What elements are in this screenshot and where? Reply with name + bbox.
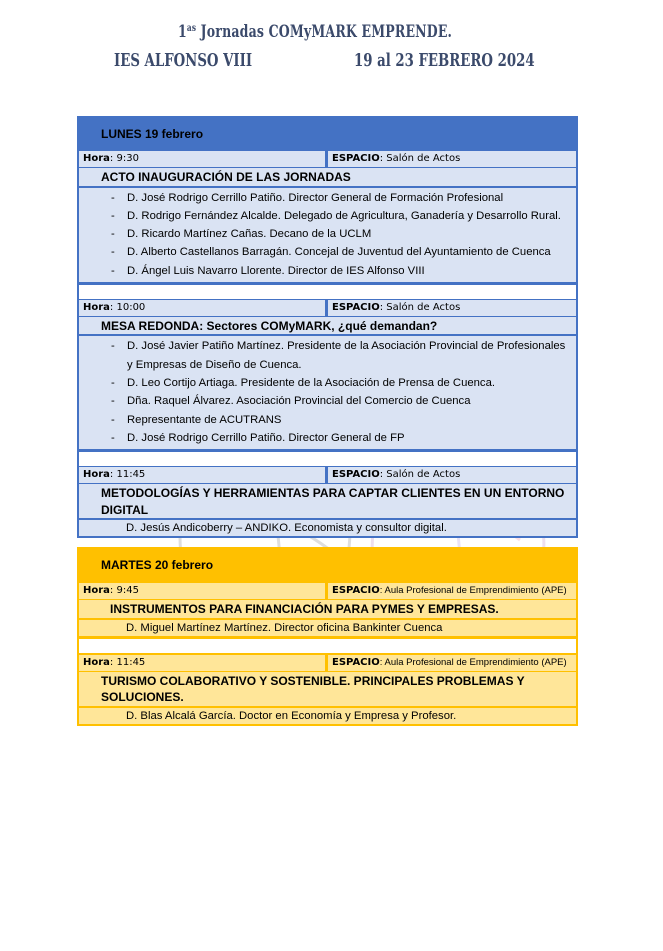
title-ordinal: 1 [178,22,187,42]
event-location [328,583,576,599]
time-value: : 11:45 [109,656,146,668]
list-item [111,429,572,447]
bullet-dash: - [111,191,115,204]
list-item [111,374,572,392]
list-item [111,189,572,207]
list-item [111,262,572,280]
list-item [111,337,572,374]
speaker: D. Rodrigo Fernández Alcalde. Delegado de Agricultura, Ganadería y Desarrollo Rural. [127,209,561,222]
speaker: D. Leo Cortijo Artiaga. Presidente de la Asociación de Prensa de Cuenca. [127,377,495,390]
list-item [111,207,572,225]
time-label: Hora [83,153,110,164]
time-label: Hora [83,469,110,481]
event-time [79,583,325,599]
event-location [328,300,576,316]
bullet-dash: - [111,264,115,277]
list-item [111,243,572,261]
event-title: MESA REDONDA: Sectores COMyMARK, ¿qué demandan? [79,317,576,335]
location-value: : Salón de Actos [379,301,461,313]
location-label: ESPACIO [332,585,380,596]
time-label: Hora [83,585,110,596]
list-item [111,225,572,243]
speaker: D. José Rodrigo Cerrillo Patiño. Director General de FP [127,431,405,444]
bullet-dash: - [111,395,115,408]
event-title: INSTRUMENTOS PARA FINANCIACIÓN PARA PYMES Y EMPRESAS. [79,600,576,618]
speaker: D. Blas Alcalá García. Doctor en Economía y Empresa y Profesor. [79,708,576,724]
day-section-monday [77,116,578,538]
location-value: : Aula Profesional de Emprendimiento (APE) [379,585,567,596]
event-location [328,151,576,167]
time-value: : 9:45 [109,585,139,596]
time-value: : 11:45 [109,469,146,481]
time-label: Hora [83,301,110,313]
location-value: : Salón de Actos [379,153,461,164]
event-location [328,655,576,671]
title-event-name: Jornadas COMyMARK EMPRENDE. [196,22,453,42]
location-value: : Salón de Actos [379,469,461,481]
event-time [79,300,325,316]
location-label: ESPACIO [332,469,380,481]
day-title: MARTES 20 febrero [101,558,214,572]
list-item [111,392,572,410]
event-time [79,467,325,483]
list-item [111,411,572,429]
spacer-row [79,452,576,466]
event-title: ACTO INAUGURACIÓN DE LAS JORNADAS [79,168,576,186]
event-title: TURISMO COLABORATIVO Y SOSTENIBLE. PRINCIPALES PROBLEMAS Y SOLUCIONES. [79,672,576,706]
speaker: D. José Rodrigo Cerrillo Patiño. Director General de Formación Profesional [127,191,504,204]
bullet-dash: - [111,209,115,222]
speaker: D. José Javier Patiño Martínez. Presidente de la Asociación Provincial de Profesionales y Empresas de Diseño de Cuenca. [127,340,566,371]
bullet-dash: - [111,228,115,241]
day-title: LUNES 19 febrero [101,127,204,141]
event-location [328,467,576,483]
day-section-tuesday [77,547,578,726]
speaker: D. Jesús Andicoberry – ANDIKO. Economista y consultor digital. [79,520,576,536]
event-title: METODOLOGÍAS Y HERRAMIENTAS PARA CAPTAR CLIENTES EN UN ENTORNO DIGITAL [79,484,576,518]
bullet-dash: - [111,413,115,426]
bullet-dash: - [111,431,115,444]
event-time [79,151,325,167]
speaker: D. Alberto Castellanos Barragán. Concejal de Juventud del Ayuntamiento de Cuenca [127,246,551,259]
event-time [79,655,325,671]
speaker: D. Ángel Luis Navarro Llorente. Director de IES Alfonso VIII [127,264,425,277]
time-label: Hora [83,656,110,668]
speaker: Dña. Raquel Álvarez. Asociación Provincial del Comercio de Cuenca [127,395,471,408]
event-dates: 19 al 23 FEBRERO 2024 [354,50,535,71]
time-value: : 10:00 [109,301,146,313]
location-label: ESPACIO [332,656,380,668]
speaker: Representante de ACUTRANS [127,413,282,426]
school-name: IES ALFONSO VIII [114,50,253,71]
page-title-line1 [178,22,663,42]
time-value: : 9:30 [109,153,139,164]
location-label: ESPACIO [332,301,380,313]
bullet-dash: - [111,377,115,390]
location-value: : Aula Profesional de Emprendimiento (APE) [379,656,567,668]
bullet-dash: - [111,340,115,353]
speaker: D. Miguel Martínez Martínez. Director oficina Bankinter Cuenca [79,620,576,636]
bullet-dash: - [111,246,115,259]
speaker: D. Ricardo Martínez Cañas. Decano de la UCLM [127,228,372,241]
spacer-row [79,639,576,653]
title-ordinal-sup: as [186,23,197,34]
speaker-list [79,336,576,449]
speaker-list [79,188,576,282]
location-label: ESPACIO [332,153,380,164]
spacer-row [79,285,576,299]
